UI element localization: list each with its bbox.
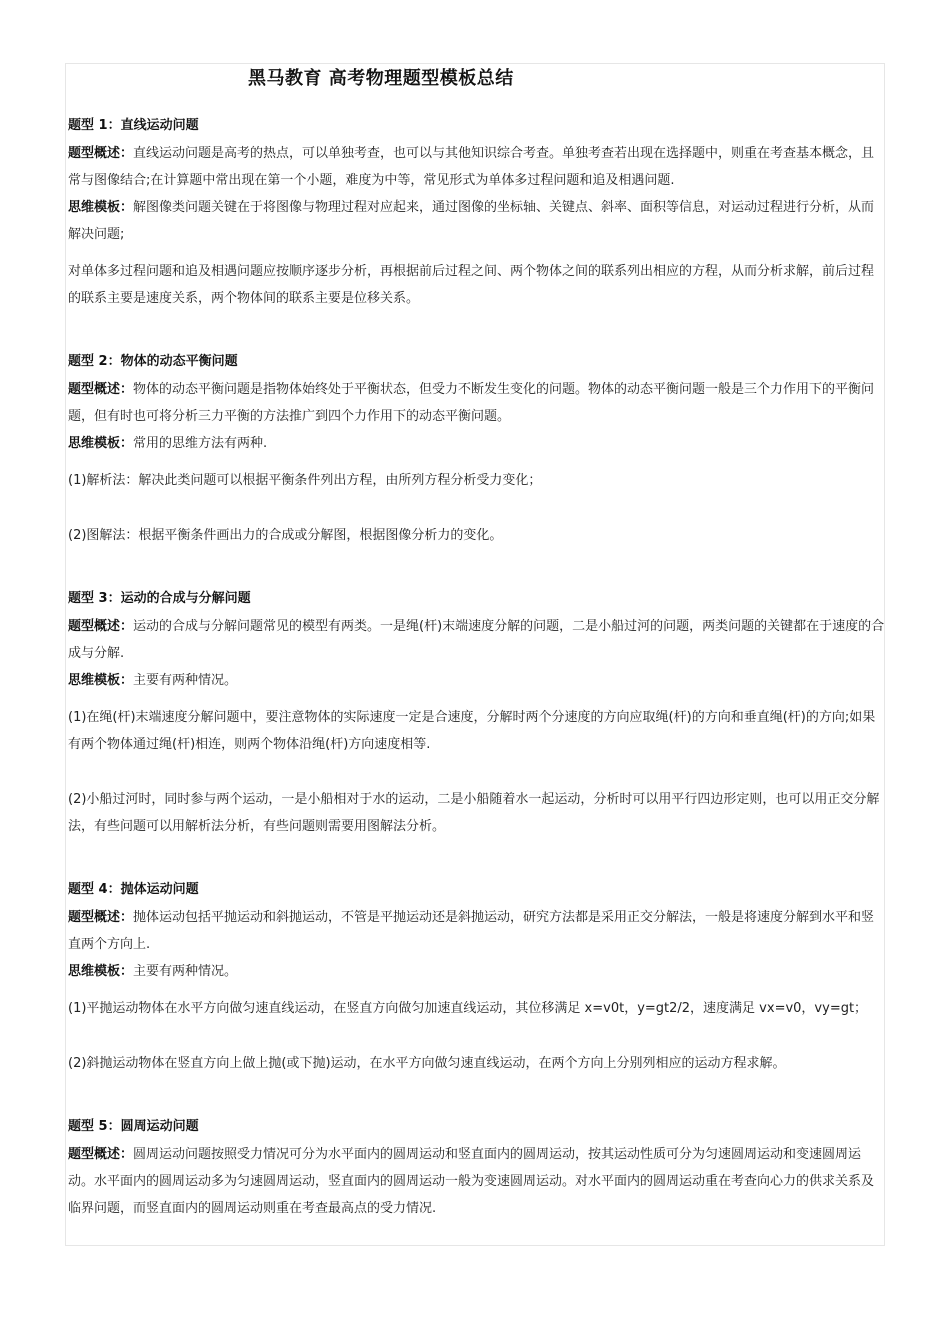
template-label: 思维模板： [68,964,134,979]
overview-text: 抛体运动包括平抛运动和斜抛运动，不管是平抛运动还是斜抛运动，研究方法都是采用正交分解法，一般是将速度分解到水平和竖直两个方向上. [68,910,875,952]
overview-text: 物体的动态平衡问题是指物体始终处于平衡状态，但受力不断发生变化的问题。物体的动态平衡问题一般是三个力作用下的平衡问题，但有时也可将分析三力平衡的方法推广到四个力作用下的动态平衡问题。 [68,382,875,424]
template-paragraph [68,958,886,985]
section-4 [68,876,886,1077]
section-heading: 题型 3：运动的合成与分解问题 [68,591,251,606]
template-text: 主要有两种情况。 [133,673,238,688]
template-text: 解图像类问题关键在于将图像与物理过程对应起来，通过图像的坐标轴、关键点、斜率、面积等信息，对运动过程进行分析，从而解决问题; [68,200,875,242]
template-label: 思维模板： [68,673,134,688]
overview-text: 运动的合成与分解问题常见的模型有两类。一是绳(杆)末端速度分解的问题，二是小船过河的问题，两类问题的关键都在于速度的合成与分解. [68,619,885,661]
section-heading: 题型 2：物体的动态平衡问题 [68,354,238,369]
overview-text: 直线运动问题是高考的热点，可以单独考查，也可以与其他知识综合考查。单独考查若出现在选择题中，则重在考查基本概念，且常与图像结合;在计算题中常出现在第一个小题，难度为中等，常见形式为单体多过程问题和追及相遇问题. [68,146,875,188]
section-heading: 题型 1：直线运动问题 [68,118,199,133]
template-paragraph [68,667,886,694]
overview-paragraph [68,613,886,667]
overview-label: 题型概述： [68,910,134,925]
overview-label: 题型概述： [68,1147,134,1162]
overview-label: 题型概述： [68,146,134,161]
section-2 [68,348,886,549]
template-paragraph [68,194,886,248]
step-paragraph: (2)斜抛运动物体在竖直方向上做上抛(或下抛)运动，在水平方向做匀速直线运动，在两个方向上分别列相应的运动方程求解。 [68,1056,786,1071]
overview-paragraph [68,904,886,958]
step-paragraph: (1)平抛运动物体在水平方向做匀速直线运动，在竖直方向做匀加速直线运动，其位移满足 x=v0t，y=gt2/2，速度满足 vx=v0，vy=gt； [68,1001,868,1016]
document-body [68,112,886,1222]
overview-paragraph [68,1141,886,1222]
template-label: 思维模板： [68,200,134,215]
step-paragraph: 对单体多过程问题和追及相遇问题应按顺序逐步分析，再根据前后过程之间、两个物体之间的联系列出相应的方程，从而分析求解，前后过程的联系主要是速度关系，两个物体间的联系主要是位移关系。 [68,264,875,306]
overview-label: 题型概述： [68,382,134,397]
section-3 [68,585,886,840]
template-text: 常用的思维方法有两种. [133,436,268,451]
section-5 [68,1113,886,1222]
overview-text: 圆周运动问题按照受力情况可分为水平面内的圆周运动和竖直面内的圆周运动，按其运动性质可分为匀速圆周运动和变速圆周运动。水平面内的圆周运动多为匀速圆周运动，竖直面内的圆周运动一般为变速圆周运动。对水平面内的圆周运动重在考查向心力的供求关系及临界问题，而竖直面内的圆周运动则重在考查最高点的受力情况. [68,1147,875,1216]
step-paragraph: (1)解析法：解决此类问题可以根据平衡条件列出方程，由所列方程分析受力变化； [68,473,542,488]
section-1 [68,112,886,312]
template-text: 主要有两种情况。 [133,964,238,979]
template-label: 思维模板： [68,436,134,451]
step-paragraph: (2)图解法：根据平衡条件画出力的合成或分解图，根据图像分析力的变化。 [68,528,503,543]
overview-label: 题型概述： [68,619,134,634]
overview-paragraph [68,376,886,430]
section-heading: 题型 4：抛体运动问题 [68,882,199,897]
template-paragraph [68,430,886,457]
section-heading: 题型 5：圆周运动问题 [68,1119,199,1134]
step-paragraph: (1)在绳(杆)末端速度分解问题中，要注意物体的实际速度一定是合速度，分解时两个分速度的方向应取绳(杆)的方向和垂直绳(杆)的方向;如果有两个物体通过绳(杆)相连，则两个物体沿绳(杆)方向速度相等. [68,710,876,752]
step-paragraph: (2)小船过河时，同时参与两个运动，一是小船相对于水的运动，二是小船随着水一起运动，分析时可以用平行四边形定则，也可以用正交分解法，有些问题可以用解析法分析，有些问题则需要用图解法分析。 [68,792,880,834]
overview-paragraph [68,140,886,194]
document-title: 黑马教育 高考物理题型模板总结 [248,68,514,89]
